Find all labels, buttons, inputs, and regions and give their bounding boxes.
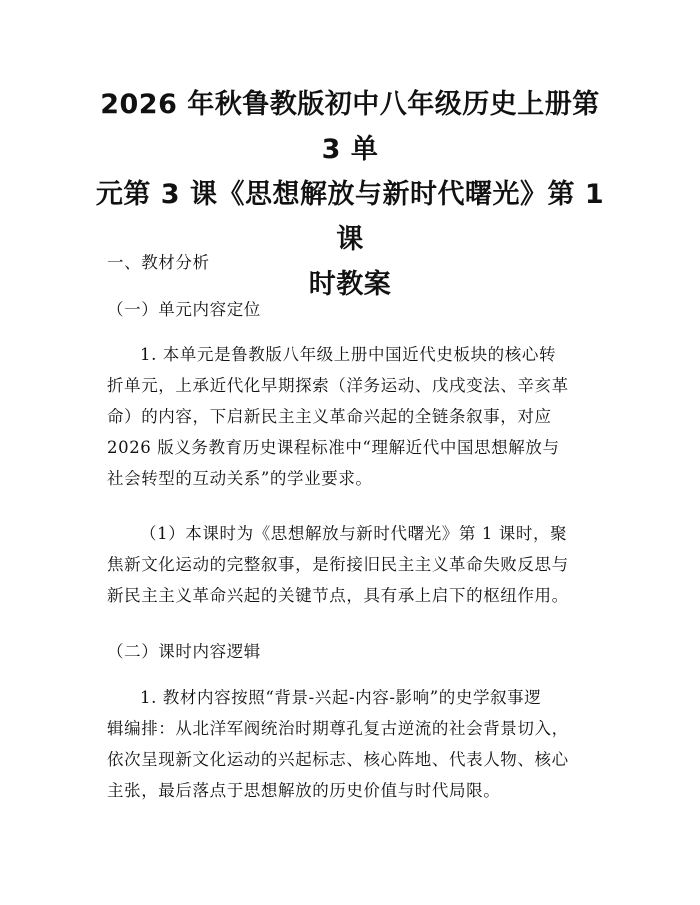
text-line: 焦新文化运动的完整叙事，是衔接旧民主主义革命失败反思与 xyxy=(107,555,569,574)
text-line: 辑编排：从北洋军阀统治时期尊孔复古逆流的社会背景切入， xyxy=(107,719,569,738)
text-line: 2026 版义务教育历史课程标准中“理解近代中国思想解放与 xyxy=(107,438,560,457)
subsection-heading-content-logic: （二）课时内容逻辑 xyxy=(107,642,261,661)
title-line: 元第 3 课《思想解放与新时代曙光》第 1 课 xyxy=(95,179,605,255)
text-line: （1）本课时为《思想解放与新时代曙光》第 1 课时，聚 xyxy=(140,524,568,543)
paragraph-lesson-focus xyxy=(107,518,597,611)
section-heading-textbook-analysis: 一、教材分析 xyxy=(107,253,210,272)
paragraph-content-logic xyxy=(107,682,597,806)
text-line: 主张，最后落点于思想解放的历史价值与时代局限。 xyxy=(107,781,501,800)
text-line: 1. 教材内容按照“背景-兴起-内容-影响”的史学叙事逻 xyxy=(140,688,542,707)
text-line: 折单元，上承近代化早期探索（洋务运动、戊戌变法、辛亥革 xyxy=(107,376,569,395)
text-line: 命）的内容，下启新民主主义革命兴起的全链条叙事，对应 xyxy=(107,407,552,426)
text-line: 社会转型的互动关系”的学业要求。 xyxy=(107,469,373,488)
title-line: 时教案 xyxy=(308,269,392,300)
text-line: 1. 本单元是鲁教版八年级上册中国近代史板块的核心转 xyxy=(140,345,557,364)
text-line: 依次呈现新文化运动的兴起标志、核心阵地、代表人物、核心 xyxy=(107,750,569,769)
subsection-heading-unit-positioning: （一）单元内容定位 xyxy=(107,300,261,319)
title-line: 2026 年秋鲁教版初中八年级历史上册第 3 单 xyxy=(100,89,600,165)
paragraph-unit-positioning xyxy=(107,339,597,494)
text-line: 新民主主义革命兴起的关键节点，具有承上启下的枢纽作用。 xyxy=(107,586,569,605)
